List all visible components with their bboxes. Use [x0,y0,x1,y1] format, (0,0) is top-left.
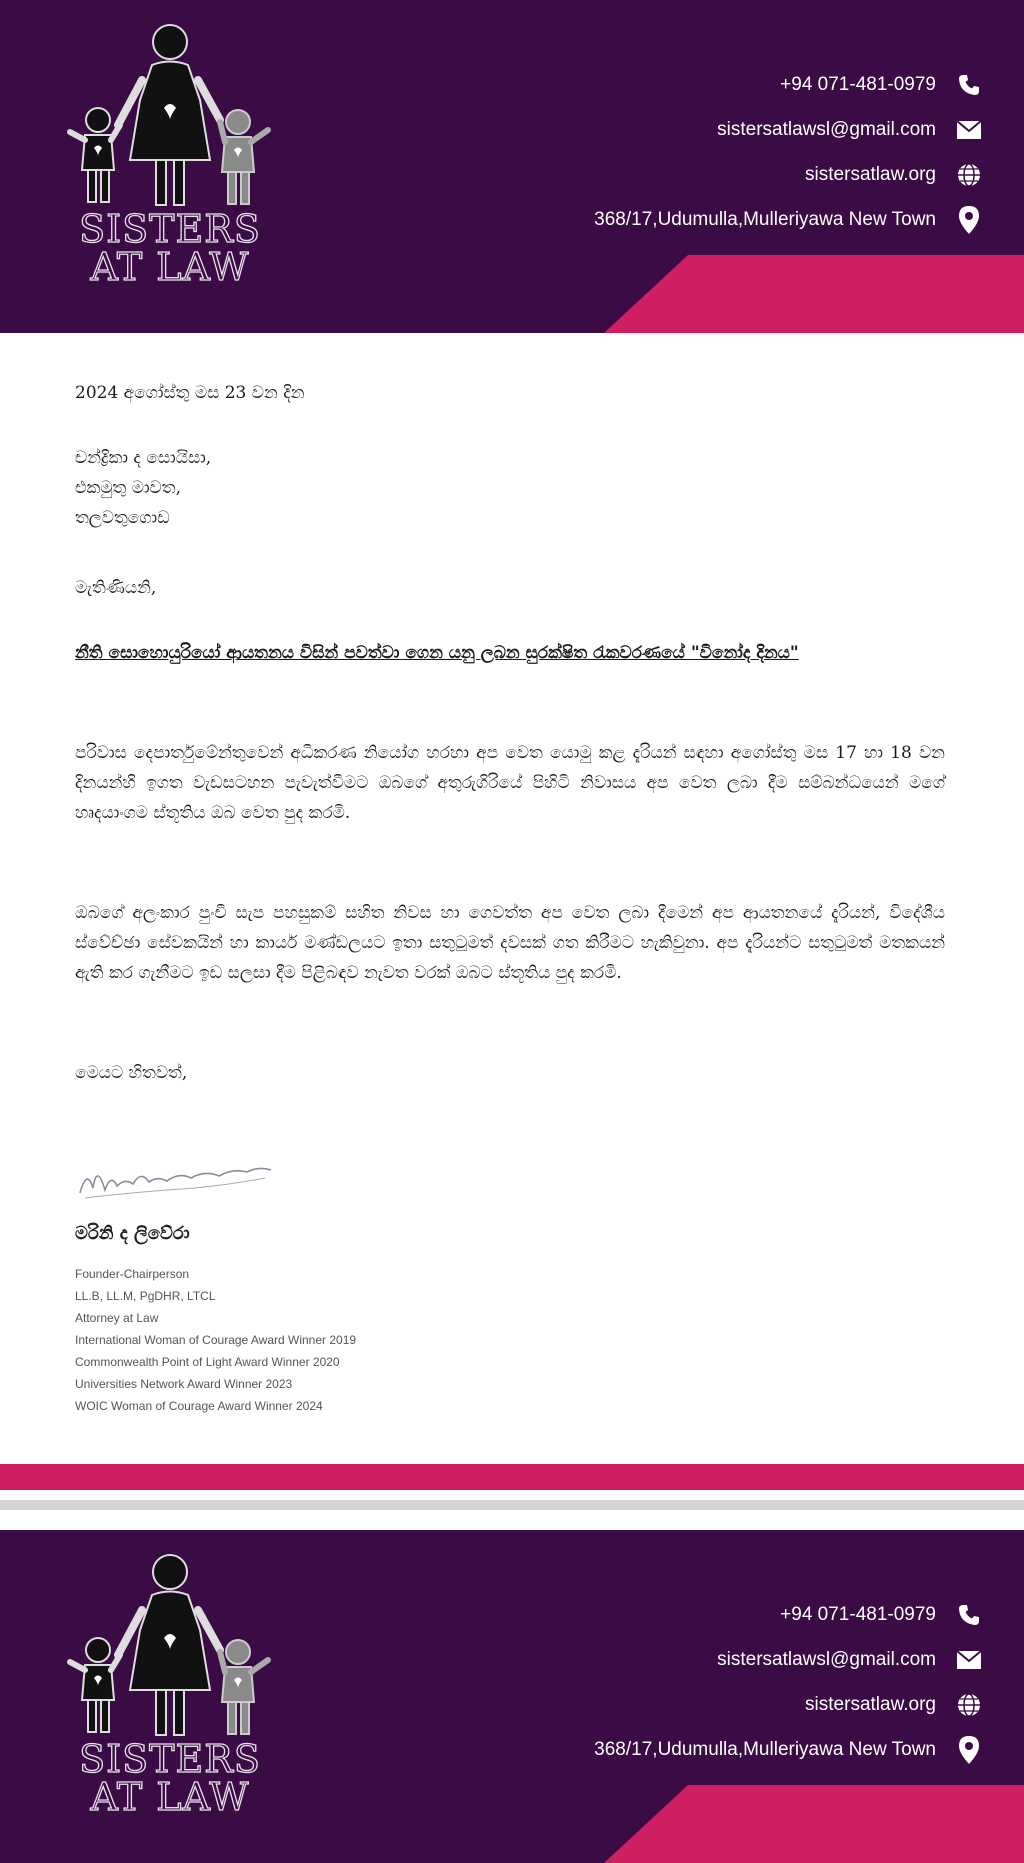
contact-block [424,1600,984,1780]
logo-text-sisters: SISTERS [79,207,261,251]
closing-phrase: මෙයට හිතවත්, [75,1063,188,1083]
letter-subject: නීති සොහොයුරියෝ ආයතනය විසින් පවත්වා ගෙන යනු ලබන සුරක්ෂිත රැකවරණයේ "විනෝද දිනය" [75,643,799,663]
credential-line: WOIC Woman of Courage Award Winner 2024 [75,1399,323,1413]
website-url[interactable]: sistersatlaw.org [805,1694,936,1715]
phone-icon [954,70,984,100]
recipient-town: තලවතුගොඩ [75,508,170,528]
email-address[interactable]: sistersatlawsl@gmail.com [717,1649,936,1670]
signer-credentials [75,1263,356,1417]
recipient-street: එකමුතු මාවත, [75,478,181,498]
globe-icon [954,1690,984,1720]
credential-line: International Woman of Courage Award Winner 2019 [75,1333,357,1347]
contact-address [424,1735,984,1765]
letterhead-header [0,0,1024,333]
contact-website [424,160,984,190]
sisters-at-law-logo [60,20,280,290]
footer-accent-bar [0,1464,1024,1490]
credential-line: Universities Network Award Winner 2023 [75,1377,293,1391]
contact-address [424,205,984,235]
website-url[interactable]: sistersatlaw.org [805,164,936,185]
location-pin-icon [954,205,984,235]
phone-icon [954,1600,984,1630]
footer-accent-stripe [604,1785,1024,1863]
globe-icon [954,160,984,190]
body-paragraph-1: පරිවාස දෙපාර්තුමේන්තුවෙන් අධිකරණ නියෝග හරහා අප වෙත යොමු කළ දැරියන් සඳහා අගෝස්තු මස 17 හා 18 වන දිනයන්හි ඉගත වැඩසටහන පැවැත්වීමට ඔබගේ අතුරුගිරියේ පිහිටි නිවාසය අප වෙත ලබා දීම සම්බන්ධයෙන් මගේ හෘදයාංගම ස්තූතිය ඔබ වෙත පුද කරමි. [75,743,945,823]
phone-number[interactable]: +94 071-481-0979 [780,74,936,95]
footer-divider [0,1500,1024,1510]
email-address[interactable]: sistersatlawsl@gmail.com [717,119,936,140]
logo-text-at-law: AT LAW [90,1775,250,1819]
letter-date: 2024 අගෝස්තු මස 23 වන දින [75,383,305,403]
recipient-address [75,443,945,533]
family-figures-icon [60,1550,280,1740]
envelope-icon [954,115,984,145]
contact-email [424,115,984,145]
body-paragraph-2: ඔබගේ අලංකාර පුංචි සැප පහසුකම් සහිත නිවස හා ගෙවත්ත අප වෙත ලබා දීමෙන් අප ආයතනයේ දැරියන්, විදේශීය ස්වේච්ඡා සේවකයින් හා කාර්ය මණ්ඩලයට ඉතා සතුටුමත් දවසක් ගත කිරීමට හැකිවුනා. අප දැරියන්ට සතුටුමත් මතකයන් ඇති කර ගැනීමට ඉඩ සලසා දීම පිළිබඳව නැවත වරක් ඔබට ස්තූතිය පුද කරමි. [75,903,945,983]
signer-name: මරිනි ද ලිවේරා [75,1223,190,1244]
contact-phone [424,70,984,100]
credential-line: Attorney at Law [75,1311,159,1325]
family-figures-icon [60,20,280,210]
envelope-icon [954,1645,984,1675]
logo-text-at-law: AT LAW [90,245,250,289]
letterhead-footer [0,1530,1024,1863]
letter-body [0,333,1024,1453]
location-pin-icon [954,1735,984,1765]
street-address: 368/17,Udumulla,Mulleriyawa New Town [594,209,936,230]
handwritten-signature [75,1148,275,1208]
credential-line: Founder-Chairperson [75,1267,190,1281]
logo-text-sisters: SISTERS [79,1737,261,1781]
contact-website [424,1690,984,1720]
salutation: මැතිණියනි, [75,578,157,598]
credential-line: LL.B, LL.M, PgDHR, LTCL [75,1289,216,1303]
recipient-name: චන්ද්‍රිකා ද සොයිසා, [75,448,212,468]
sisters-at-law-logo [60,1550,280,1820]
contact-phone [424,1600,984,1630]
contact-email [424,1645,984,1675]
credential-line: Commonwealth Point of Light Award Winner 2020 [75,1355,340,1369]
phone-number[interactable]: +94 071-481-0979 [780,1604,936,1625]
header-accent-stripe [604,255,1024,333]
street-address: 368/17,Udumulla,Mulleriyawa New Town [594,1739,936,1760]
contact-block [424,70,984,250]
